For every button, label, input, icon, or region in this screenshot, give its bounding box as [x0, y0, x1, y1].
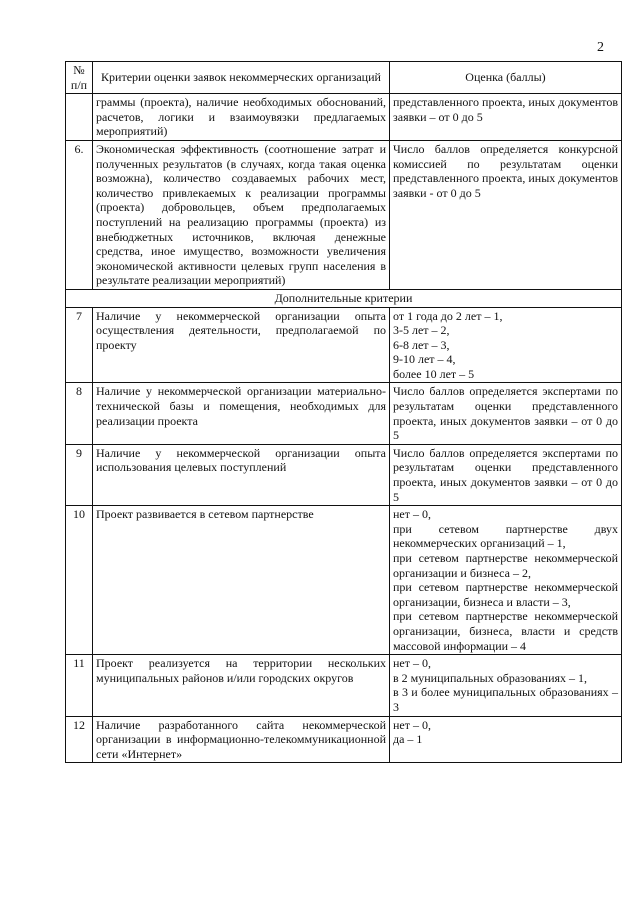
row-criteria: Наличие разработанного сайта некоммерческой организации в информационно-телекоммуникационной сети «Интернет»	[93, 716, 390, 763]
row-criteria: граммы (проекта), наличие необходимых обоснований, расчетов, логики и взаимоувязки предлагаемых мероприятий)	[93, 94, 390, 141]
row-score	[390, 506, 622, 655]
header-criteria: Критерии оценки заявок некоммерческих организаций	[93, 62, 390, 94]
table-row-continued	[66, 94, 622, 141]
score-line: при сетевом партнерстве некоммерческой организации, бизнеса, власти и средств массовой информации – 4	[393, 609, 618, 653]
score-line: Число баллов определяется экспертами по результатам оценки представленного проекта, иных документов заявки – от 0 до 5	[393, 384, 618, 443]
score-line: при сетевом партнерстве двух некоммерческих организаций – 1,	[393, 521, 618, 551]
score-line: Число баллов определяется конкурсной комиссией по результатам оценки представленного проекта, иных документов заявки - от 0 до 5	[393, 141, 618, 200]
score-line: от 1 года до 2 лет – 1,	[393, 308, 503, 323]
row-score	[390, 655, 622, 716]
table-row	[66, 140, 622, 289]
row-criteria: Наличие у некоммерческой организации материально-технической базы и помещения, необходимых для реализации проекта	[93, 383, 390, 444]
score-line: нет – 0,	[393, 507, 431, 522]
score-line: при сетевом партнерстве некоммерческой организации, бизнеса и власти – 3,	[393, 580, 618, 609]
row-criteria: Экономическая эффективность (соотношение затрат и полученных результатов (в случаях, когда такая оценка возможна), количество создаваемых рабочих мест, количество привлекаемых к реализации программы (проекта) добровольцев, объем предполагаемых поступлений на реализацию программы (проекта) из внебюджетных источников, включая денежные средства, иное имущество, возможности увеличения экономической активности целевых групп населения в результате реализации мероприятий)	[93, 140, 390, 289]
score-line: нет – 0,	[393, 717, 431, 732]
score-line: да – 1	[393, 732, 423, 747]
row-score	[390, 444, 622, 505]
row-num: 9	[66, 444, 93, 505]
row-num: 6.	[66, 140, 93, 289]
table-row	[66, 655, 622, 716]
table-row	[66, 506, 622, 655]
section-title: Дополнительные критерии	[66, 289, 622, 307]
row-num: 8	[66, 383, 93, 444]
score-line: при сетевом партнерстве некоммерческой организации и бизнеса – 2,	[393, 551, 618, 580]
row-num: 11	[66, 655, 93, 716]
row-num: 12	[66, 716, 93, 763]
row-num: 10	[66, 506, 93, 655]
row-criteria: Наличие у некоммерческой организации опыта использования целевых поступлений	[93, 444, 390, 505]
score-line: 9-10 лет – 4,	[393, 352, 456, 367]
table-header-row	[66, 62, 622, 94]
score-line: Число баллов определяется экспертами по результатам оценки представленного проекта, иных документов заявки – от 0 до 5	[393, 445, 618, 504]
criteria-table	[65, 61, 622, 763]
row-num	[66, 94, 93, 141]
row-num: 7	[66, 307, 93, 383]
page-number: 2	[597, 40, 604, 55]
score-line: 6-8 лет – 3,	[393, 337, 450, 352]
row-score	[390, 140, 622, 289]
score-line: нет – 0,	[393, 656, 431, 671]
header-score: Оценка (баллы)	[390, 62, 622, 94]
header-num: № п/п	[66, 62, 93, 94]
table-row	[66, 383, 622, 444]
table-row	[66, 716, 622, 763]
row-score	[390, 307, 622, 383]
row-score	[390, 383, 622, 444]
score-line: в 3 и более муниципальных образованиях – 3	[393, 685, 618, 714]
row-criteria: Проект развивается в сетевом партнерстве	[93, 506, 390, 655]
score-line: в 2 муниципальных образованиях – 1,	[393, 670, 588, 685]
score-line: более 10 лет – 5	[393, 366, 475, 381]
table-row	[66, 307, 622, 383]
table-row	[66, 444, 622, 505]
row-score	[390, 716, 622, 763]
row-score: представленного проекта, иных документов заявки – от 0 до 5	[390, 94, 622, 141]
section-row	[66, 289, 622, 307]
row-criteria: Проект реализуется на территории нескольких муниципальных районов и/или городских округов	[93, 655, 390, 716]
score-line: 3-5 лет – 2,	[393, 323, 450, 338]
row-criteria: Наличие у некоммерческой организации опыта осуществления деятельности, предполагаемой по проекту	[93, 307, 390, 383]
